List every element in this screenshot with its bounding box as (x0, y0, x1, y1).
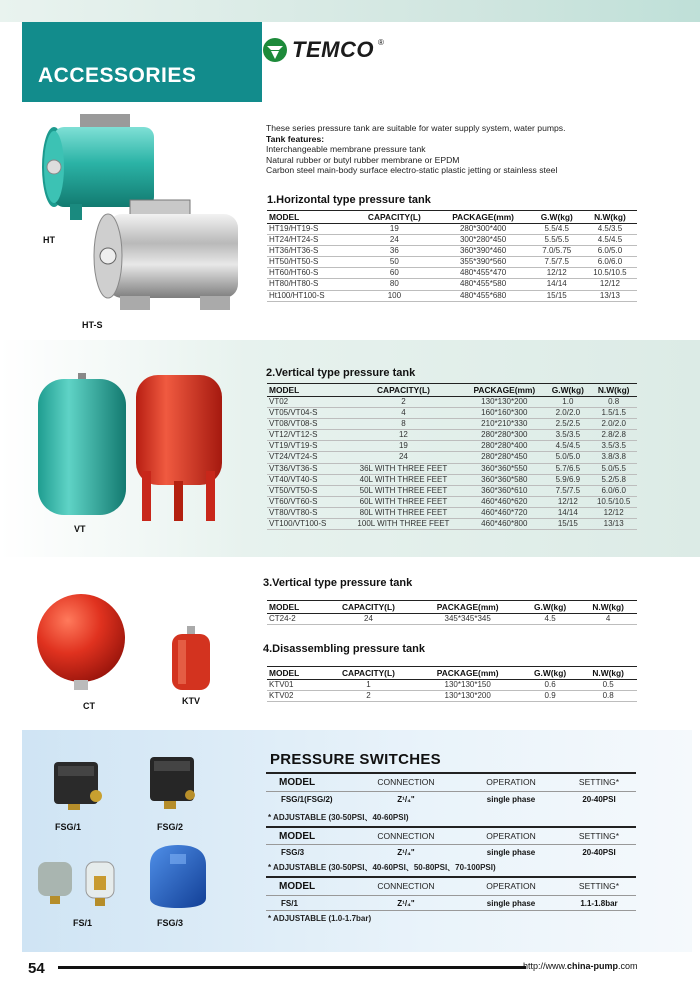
fsg3-switch-image (140, 840, 215, 915)
switch-model: FSG/3 (281, 848, 305, 857)
hts-tank-image (90, 200, 240, 320)
table-row (267, 485, 637, 496)
table-cell: 12/12 (583, 279, 637, 290)
table-cell: 460*460*800 (463, 519, 545, 530)
table-cell: 13/13 (590, 519, 637, 530)
table-cell: 7.5/7.5 (531, 257, 583, 268)
table-cell: 6.0/5.0 (583, 246, 637, 257)
table-cell: 12 (344, 430, 464, 441)
table-row (267, 224, 637, 235)
table-cell: 3.8/3.8 (590, 452, 637, 463)
vertical3-tank-title: 3.Vertical type pressure tank (263, 577, 413, 589)
table-cell: 130*130*150 (414, 680, 520, 691)
table-cell: 6.0/6.0 (583, 257, 637, 268)
table-cell: 210*210*330 (463, 419, 545, 430)
col-model: MODEL (267, 211, 353, 224)
col-operation: OPERATION (486, 881, 536, 891)
intro-line: These series pressure tank are suitable for water supply system, water pumps. (266, 123, 566, 133)
table-row (267, 235, 637, 246)
label-ht: HT (43, 235, 55, 245)
table-row (267, 507, 637, 518)
table-cell: 8 (344, 419, 464, 430)
table-cell: 4.5/4.5 (545, 441, 590, 452)
table-cell: 345*345*345 (414, 614, 520, 625)
vertical-tank-table (267, 383, 637, 530)
table-cell: CT24-2 (267, 614, 322, 625)
table-cell: 280*280*400 (463, 441, 545, 452)
footer-url[interactable] (523, 961, 638, 971)
table-header (267, 384, 637, 397)
col-connection: CONNECTION (377, 777, 435, 787)
table-cell: VT05/VT04-S (267, 408, 344, 419)
table-cell: 60 (353, 268, 435, 279)
temco-logo-icon (262, 37, 288, 63)
col-setting: SETTING* (578, 881, 620, 891)
table-cell: 1.0 (545, 397, 590, 408)
label-ktv: KTV (182, 696, 200, 706)
table-cell: 12/12 (531, 268, 583, 279)
switch-model: FSG/1(FSG/2) (281, 795, 333, 804)
vt-teal-tank-image (38, 373, 128, 518)
table-cell: 160*160*300 (463, 408, 545, 419)
table-cell: 4.5 (521, 614, 579, 625)
table-cell: 24 (322, 614, 414, 625)
url-suffix: .com (618, 961, 638, 971)
col-model: MODEL (267, 384, 344, 397)
divider (266, 844, 636, 845)
table-cell: 360*390*460 (436, 246, 531, 257)
divider (266, 910, 636, 911)
table-row (267, 257, 637, 268)
table-cell: 24 (344, 452, 464, 463)
table-cell: 100L WITH THREE FEET (344, 519, 464, 530)
col-operation: OPERATION (486, 831, 536, 841)
table-cell: VT100/VT100-S (267, 519, 344, 530)
brand-name: TEMCO (292, 37, 374, 62)
table-cell: VT40/VT40-S (267, 474, 344, 485)
col-gw: G.W(kg) (545, 384, 590, 397)
table-cell: 280*280*300 (463, 430, 545, 441)
table-cell: 19 (353, 224, 435, 235)
table-cell: KTV01 (267, 680, 322, 691)
page-number: 54 (28, 960, 45, 977)
table-cell: HT24/HT24-S (267, 235, 353, 246)
pressure-switches-title: PRESSURE SWITCHES (270, 751, 441, 768)
url-prefix: http://www. (523, 961, 568, 971)
registered-mark: ® (377, 37, 384, 47)
table-cell: 80 (353, 279, 435, 290)
switch-header-row (267, 831, 637, 842)
fsg1-switch-image (52, 758, 107, 813)
table-cell: 60L WITH THREE FEET (344, 496, 464, 507)
label-vt: VT (74, 524, 86, 534)
switch-note: * ADJUSTABLE (1.0-1.7bar) (268, 914, 372, 923)
table-row (267, 279, 637, 290)
switch-note: * ADJUSTABLE (30-50PSI、40-60PSI、50-80PSI、70-100PSI) (268, 863, 496, 872)
table-cell: VT24/VT24-S (267, 452, 344, 463)
label-fs1: FS/1 (73, 918, 93, 928)
table-cell: 40L WITH THREE FEET (344, 474, 464, 485)
switch-row (267, 848, 637, 857)
table-cell: 50L WITH THREE FEET (344, 485, 464, 496)
col-capacity: CAPACITY(L) (344, 384, 464, 397)
table-row (267, 691, 637, 702)
table-cell: 12/12 (590, 507, 637, 518)
table-cell: VT19/VT19-S (267, 441, 344, 452)
col-connection: CONNECTION (377, 831, 435, 841)
col-model: MODEL (267, 601, 322, 614)
disassembling-tank-title: 4.Disassembling pressure tank (263, 643, 426, 655)
table-cell: 480*455*580 (436, 279, 531, 290)
table-cell: 0.8 (590, 397, 637, 408)
table-cell: 80L WITH THREE FEET (344, 507, 464, 518)
switch-row (267, 795, 637, 804)
table-cell: 460*460*620 (463, 496, 545, 507)
table-cell: 5.5/4.5 (531, 224, 583, 235)
col-package: PACKAGE(mm) (436, 211, 531, 224)
switch-operation: single phase (486, 848, 536, 857)
divider (266, 876, 636, 878)
features-label: Tank features: (266, 133, 325, 144)
feature-item: Carbon steel main-body surface electro-static plastic jetting or stainless steel (266, 165, 558, 176)
table-cell: HT36/HT36-S (267, 246, 353, 257)
divider (266, 772, 636, 774)
table-cell: 4.5/3.5 (583, 224, 637, 235)
col-model: MODEL (279, 777, 316, 788)
col-model: MODEL (279, 881, 316, 892)
disassembling-tank-table (267, 666, 637, 702)
table-cell: 280*280*450 (463, 452, 545, 463)
col-setting: SETTING* (578, 777, 620, 787)
table-cell: 1.5/1.5 (590, 408, 637, 419)
table-row (267, 474, 637, 485)
table-cell: 360*360*580 (463, 474, 545, 485)
url-domain: china-pump (567, 961, 619, 971)
table-cell: 15/15 (545, 519, 590, 530)
header-panel (22, 22, 262, 102)
table-cell: 360*360*610 (463, 485, 545, 496)
intro-text (266, 123, 565, 176)
table-cell: 14/14 (545, 507, 590, 518)
table-cell: 5.0/5.0 (545, 452, 590, 463)
table-cell: VT50/VT50-S (267, 485, 344, 496)
table-cell: HT19/HT19-S (267, 224, 353, 235)
table-cell: 130*130*200 (463, 397, 545, 408)
switch-connection: Z¹/₄" (397, 795, 415, 804)
col-model: MODEL (267, 667, 322, 680)
table-cell: 7.5/7.5 (545, 485, 590, 496)
col-setting: SETTING* (578, 831, 620, 841)
table-cell: 7.0/5.75 (531, 246, 583, 257)
switch-header-row (267, 777, 637, 788)
col-nw: N.W(kg) (579, 601, 637, 614)
col-gw: G.W(kg) (531, 211, 583, 224)
col-nw: N.W(kg) (579, 667, 637, 680)
divider (266, 791, 636, 792)
switch-connection: Z¹/₄" (397, 899, 415, 908)
table-cell: 100 (353, 290, 435, 301)
table-cell: 2.8/2.8 (590, 430, 637, 441)
table-row (267, 519, 637, 530)
table-cell: 15/15 (531, 290, 583, 301)
table-cell: 4 (344, 408, 464, 419)
label-fsg1: FSG/1 (55, 822, 82, 832)
vertical3-tank-table (267, 600, 637, 625)
col-capacity: CAPACITY(L) (353, 211, 435, 224)
divider (266, 826, 636, 828)
table-cell: 10.5/10.5 (583, 268, 637, 279)
table-cell: 280*300*400 (436, 224, 531, 235)
col-connection: CONNECTION (377, 881, 435, 891)
col-gw: G.W(kg) (521, 667, 579, 680)
label-ct: CT (83, 701, 95, 711)
switch-operation: single phase (486, 795, 536, 804)
table-row (267, 419, 637, 430)
table-cell: 50 (353, 257, 435, 268)
table-header (267, 667, 637, 680)
fsg2-switch-image (148, 755, 203, 813)
switch-connection: Z¹/₄" (397, 848, 415, 857)
col-package: PACKAGE(mm) (414, 601, 520, 614)
table-cell: VT12/VT12-S (267, 430, 344, 441)
horizontal-tank-table (267, 210, 637, 302)
table-cell: 5.7/6.5 (545, 463, 590, 474)
table-cell: 0.5 (579, 680, 637, 691)
table-cell: HT50/HT50-S (267, 257, 353, 268)
page-title: ACCESSORIES (38, 64, 197, 87)
table-cell: 36 (353, 246, 435, 257)
table-cell: 14/14 (531, 279, 583, 290)
col-capacity: CAPACITY(L) (322, 601, 414, 614)
table-cell: 19 (344, 441, 464, 452)
table-cell: 2.0/2.0 (590, 419, 637, 430)
table-cell: 2 (344, 397, 464, 408)
feature-item: Interchangeable membrane pressure tank (266, 144, 426, 155)
table-cell: VT08/VT08-S (267, 419, 344, 430)
col-nw: N.W(kg) (590, 384, 637, 397)
table-cell: VT02 (267, 397, 344, 408)
label-hts: HT-S (82, 320, 103, 330)
table-cell: 480*455*680 (436, 290, 531, 301)
col-operation: OPERATION (486, 777, 536, 787)
switch-header-row (267, 881, 637, 892)
switch-row (267, 899, 637, 908)
brand-logo (262, 30, 384, 70)
table-row (267, 680, 637, 691)
table-row (267, 614, 637, 625)
table-cell: 5.5/5.5 (531, 235, 583, 246)
top-band (0, 0, 700, 22)
table-cell: 2 (322, 691, 414, 702)
table-cell: 0.9 (521, 691, 579, 702)
table-cell: 24 (353, 235, 435, 246)
table-row (267, 246, 637, 257)
table-cell: 360*360*550 (463, 463, 545, 474)
vertical-tank-title: 2.Vertical type pressure tank (266, 367, 416, 379)
table-row (267, 463, 637, 474)
switch-setting: 1.1-1.8bar (580, 899, 618, 908)
table-cell: KTV02 (267, 691, 322, 702)
table-cell: HT60/HT60-S (267, 268, 353, 279)
table-cell: 480*455*470 (436, 268, 531, 279)
table-cell: 460*460*720 (463, 507, 545, 518)
switch-setting: 20-40PSI (582, 848, 616, 857)
table-cell: 5.0/5.5 (590, 463, 637, 474)
table-cell: HT80/HT80-S (267, 279, 353, 290)
table-cell: 5.2/5.8 (590, 474, 637, 485)
switch-note: * ADJUSTABLE (30-50PSI、40-60PSI) (268, 813, 409, 822)
table-row (267, 397, 637, 408)
table-cell: 300*280*450 (436, 235, 531, 246)
fs1-switch-image (38, 860, 118, 910)
table-cell: 36L WITH THREE FEET (344, 463, 464, 474)
table-row (267, 430, 637, 441)
table-row (267, 290, 637, 301)
ktv-tank-image (170, 626, 212, 694)
table-cell: 3.5/3.5 (545, 430, 590, 441)
table-cell: 2.5/2.5 (545, 419, 590, 430)
table-cell: 4.5/4.5 (583, 235, 637, 246)
col-nw: N.W(kg) (583, 211, 637, 224)
feature-item: Natural rubber or butyl rubber membrane or EPDM (266, 154, 460, 165)
table-cell: VT60/VT60-S (267, 496, 344, 507)
table-header (267, 211, 637, 224)
table-cell: 6.0/6.0 (590, 485, 637, 496)
footer-rule (58, 966, 526, 969)
table-cell: 1 (322, 680, 414, 691)
table-cell: 4 (579, 614, 637, 625)
label-fsg2: FSG/2 (157, 822, 184, 832)
table-cell: Ht100/HT100-S (267, 290, 353, 301)
table-cell: 2.0/2.0 (545, 408, 590, 419)
table-cell: VT80/VT80-S (267, 507, 344, 518)
table-row (267, 408, 637, 419)
col-package: PACKAGE(mm) (414, 667, 520, 680)
vt-red-tank-image (136, 371, 226, 526)
table-row (267, 268, 637, 279)
table-cell: 13/13 (583, 290, 637, 301)
col-model: MODEL (279, 831, 316, 842)
table-cell: 10.5/10.5 (590, 496, 637, 507)
label-fsg3: FSG/3 (157, 918, 184, 928)
switch-setting: 20-40PSI (582, 795, 616, 804)
table-cell: VT36/VT36-S (267, 463, 344, 474)
ct-tank-image (36, 590, 126, 695)
table-cell: 3.5/3.5 (590, 441, 637, 452)
col-gw: G.W(kg) (521, 601, 579, 614)
table-row (267, 496, 637, 507)
table-cell: 12/12 (545, 496, 590, 507)
switch-operation: single phase (486, 899, 536, 908)
table-row (267, 441, 637, 452)
table-cell: 0.8 (579, 691, 637, 702)
table-cell: 0.6 (521, 680, 579, 691)
table-cell: 355*390*560 (436, 257, 531, 268)
table-cell: 130*130*200 (414, 691, 520, 702)
divider (266, 895, 636, 896)
col-capacity: CAPACITY(L) (322, 667, 414, 680)
col-package: PACKAGE(mm) (463, 384, 545, 397)
table-cell: 5.9/6.9 (545, 474, 590, 485)
table-row (267, 452, 637, 463)
switch-model: FS/1 (281, 899, 298, 908)
horizontal-tank-title: 1.Horizontal type pressure tank (267, 194, 431, 206)
table-header (267, 601, 637, 614)
